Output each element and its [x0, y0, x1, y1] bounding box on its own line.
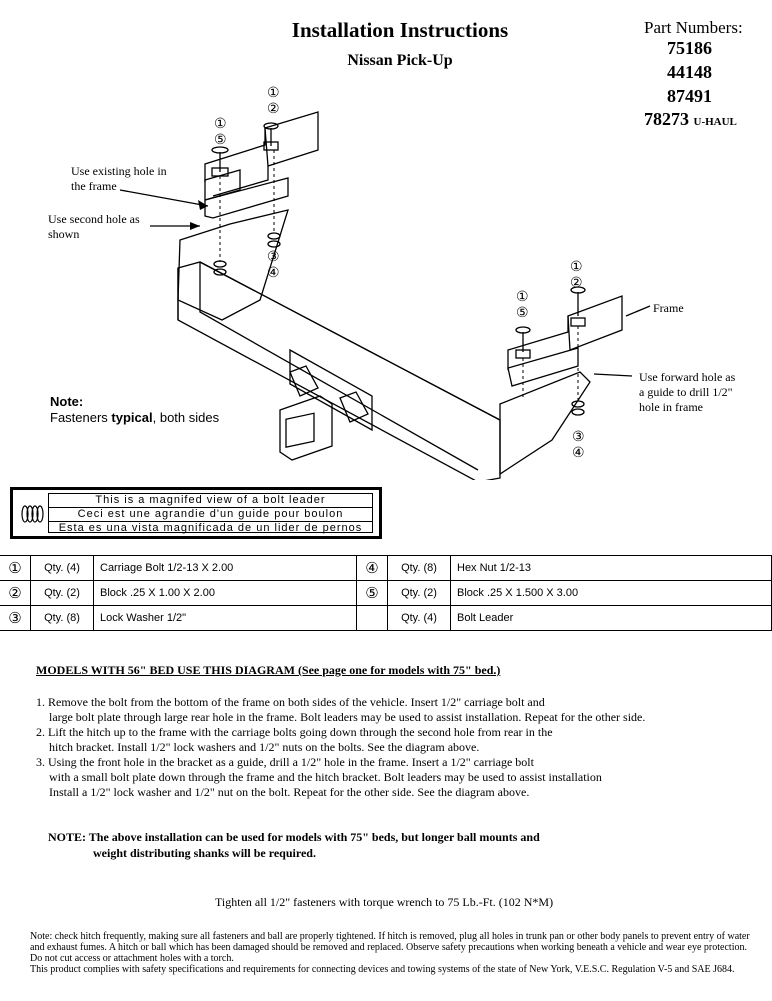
- left-frame-bracket: [265, 112, 318, 166]
- main-crossbar: [178, 262, 500, 480]
- vehicle-subtitle: Nissan Pick-Up: [347, 52, 453, 69]
- step-1-line-2: large bolt plate through large rear hole in the frame. Bolt leaders may be used to assist installation. Repeat for the other side.: [49, 710, 646, 724]
- part-number-3: 87491: [667, 86, 712, 106]
- fine-print-compliance: This product complies with safety specifications and requirements for connecting devices and towing systems of the state of New York, V.E.S.C. Regulation V-5 and SAE J684.: [30, 964, 735, 975]
- table-row: [0, 581, 772, 606]
- bolt-leader-box: [10, 487, 382, 539]
- part-qty: Qty. (8): [388, 556, 451, 581]
- bolt-leader-french: Ceci est une agrandie d'un guide pour boulon: [49, 507, 372, 522]
- part-desc: Hex Nut 1/2-13: [451, 556, 772, 581]
- instruction-steps: [36, 695, 736, 800]
- table-row: [0, 556, 772, 581]
- bolt-leader-english: This is a magnifed view of a bolt leader: [95, 494, 326, 506]
- part-numbers-label: Part Numbers:: [644, 18, 743, 37]
- part-qty: Qty. (4): [31, 556, 94, 581]
- step-1-line-1: 1. Remove the bolt from the bottom of the frame on both sides of the vehicle. Insert 1/2" carriage bolt and: [36, 695, 545, 709]
- table-row: [0, 606, 772, 631]
- parts-table: [0, 555, 772, 631]
- callout-frame: Frame: [653, 301, 684, 315]
- part-desc: Carriage Bolt 1/2-13 X 2.00: [94, 556, 357, 581]
- step-3-line-3: Install a 1/2" lock washer and 1/2" nut on the bolt. Repeat for the other side. See the diagram above.: [49, 785, 530, 799]
- part-qty: Qty. (2): [388, 581, 451, 606]
- fine-print: [30, 931, 750, 975]
- part-desc: Block .25 X 1.500 X 3.00: [451, 581, 772, 606]
- part-number-marker: ②: [0, 581, 31, 606]
- part-qty: Qty. (8): [31, 606, 94, 631]
- marker-left-top-b: ① ⑤: [214, 117, 227, 148]
- callout-second-hole: Use second hole as shown: [48, 212, 140, 241]
- marker-right-bottom: ③ ④: [572, 430, 585, 461]
- fine-print-safety: Note: check hitch frequently, making sure all fasteners and ball are properly tightened. If hitch is removed, plug all holes in trunk pan or other body panels to prevent entry of water and exhaust fumes. A hitch or ball which has been damaged should be removed and replaced. Observe safety precautions when working beneath a vehicle and wear eye protection. Do not cut access or attachment holes with a torch.: [30, 931, 750, 964]
- marker-right-top-a: ① ②: [570, 260, 583, 291]
- part-number-marker: ③: [0, 606, 31, 631]
- part-desc: Lock Washer 1/2": [94, 606, 357, 631]
- part-number-2: 44148: [667, 62, 712, 82]
- marker-right-top-b: ① ⑤: [516, 290, 529, 321]
- part-number-4: 78273 U-HAUL: [644, 109, 737, 129]
- step-3-line-2: with a small bolt plate down through the frame and the hitch bracket. Bolt leaders may be used to assist installation: [49, 770, 602, 784]
- bed-note: NOTE: The above installation can be used for models with 75" beds, but longer ball mounts and weight distributing shanks will be required.: [48, 830, 540, 860]
- callout-forward-hole: Use forward hole as a guide to drill 1/2" hole in frame: [639, 370, 736, 414]
- uhaul-label: U-HAUL: [693, 116, 737, 128]
- marker-left-bottom: ③ ④: [267, 250, 280, 281]
- part-qty: Qty. (2): [31, 581, 94, 606]
- bolt-leader-coil-icon: [19, 500, 47, 528]
- part-number-marker: [357, 606, 388, 631]
- bolt-leader-spanish: Esta es una vista magnificada de un lider de pernos: [58, 522, 363, 534]
- part-number-marker: ④: [357, 556, 388, 581]
- receiver-tube: [280, 396, 332, 460]
- marker-left-top-a: ① ②: [267, 86, 280, 117]
- part-number-marker: ⑤: [357, 581, 388, 606]
- part-number-1: 75186: [667, 38, 712, 58]
- models-heading: MODELS WITH 56" BED USE THIS DIAGRAM (See page one for models with 75" bed.): [36, 663, 501, 677]
- torque-spec: Tighten all 1/2" fasteners with torque wrench to 75 Lb.-Ft. (102 N*M): [215, 895, 554, 909]
- step-3-line-1: 3. Using the front hole in the bracket as a guide, drill a 1/2" hole in the frame. Insert a 1/2" carriage bolt: [36, 755, 534, 769]
- part-desc: Block .25 X 1.00 X 2.00: [94, 581, 357, 606]
- fasteners-note: Note: Fasteners typical, both sides: [50, 394, 220, 425]
- callout-existing-hole: Use existing hole in the frame: [71, 164, 167, 193]
- page-title: Installation Instructions: [291, 18, 509, 42]
- step-2-line-2: hitch bracket. Install 1/2" lock washers and 1/2" nuts on the bolts. See the diagram above.: [49, 740, 480, 754]
- part-qty: Qty. (4): [388, 606, 451, 631]
- part-number-marker: ①: [0, 556, 31, 581]
- right-frame-bracket: [568, 296, 622, 350]
- part-desc: Bolt Leader: [451, 606, 772, 631]
- step-2-line-1: 2. Lift the hitch up to the frame with the carriage bolts going down through the second hole from rear in the: [36, 725, 553, 739]
